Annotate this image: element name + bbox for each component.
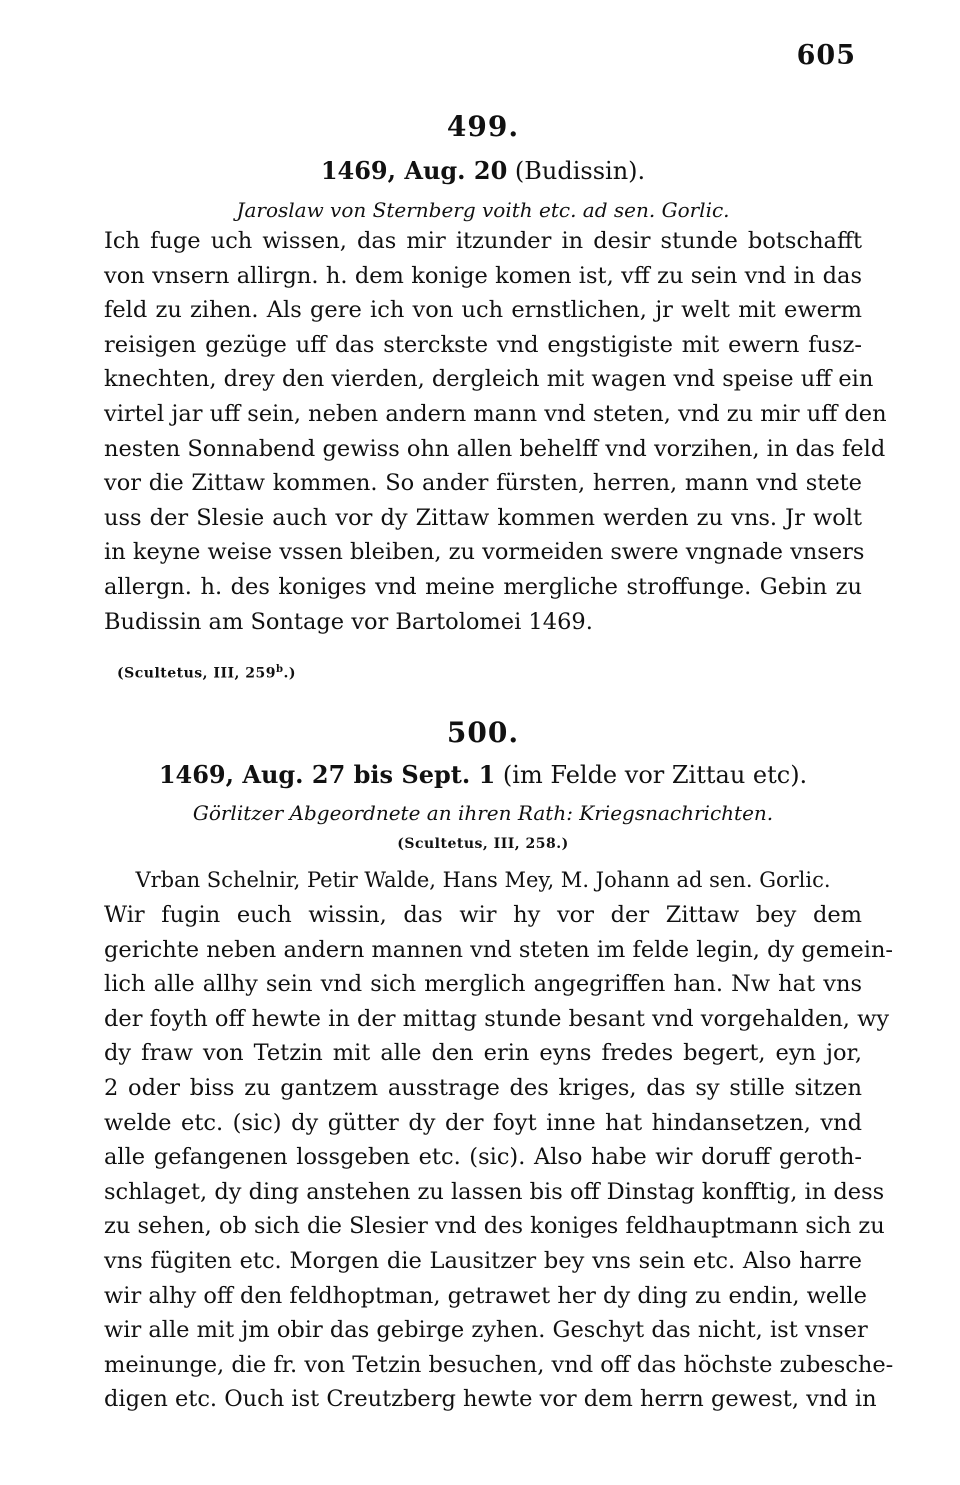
doc499-line-9: uss der Slesie auch vor dy Zittaw kommen werden zu vns. Jr wolt <box>104 504 862 531</box>
doc500-body <box>104 898 894 1417</box>
doc500-line-10: zu sehen, ob sich die Slesier vnd des koniges feldhauptmann sich zu <box>104 1213 885 1240</box>
doc500-line-3: lich alle allhy sein vnd sich merglich angegriffen han. Nw hat vns <box>104 971 862 998</box>
doc499-body <box>104 224 887 639</box>
doc500-date <box>104 760 862 789</box>
doc499-date-prefix: 1469, Aug. 20 <box>320 156 508 185</box>
doc499-line-1: Ich fuge uch wissen, das mir itzunder in desir stunde botschafft <box>104 228 862 254</box>
doc500-number: 500. <box>446 716 520 749</box>
doc500-line-2: gerichte neben andern mannen vnd steten im felde legin, dy gemein- <box>104 936 894 963</box>
doc499-line-11: allergn. h. des koniges vnd meine mergliche stroffunge. Gebin zu <box>104 573 862 600</box>
doc499-source-end: .) <box>283 665 297 682</box>
doc499-heading: Jaroslaw von Sternberg voith etc. ad sen. Gorlic. <box>236 198 730 222</box>
doc499-line-10: in keyne weise vssen bleiben, zu vormeiden swere vngnade vnsers <box>104 539 865 566</box>
doc500-line-13: wir alle mit jm obir das gebirge zyhen. Geschyt das nicht, ist vnser <box>104 1317 868 1344</box>
doc500-senders: Vrban Schelnir, Petir Walde, Hans Mey, M. Johann ad sen. Gorlic. <box>135 868 831 892</box>
doc499-line-6: virtel jar uff sein, neben andern mann vnd steten, vnd zu mir uff den <box>104 400 887 427</box>
doc499-line-5: knechten, drey den vierden, dergleich mit wagen vnd speise uff ein <box>104 366 874 393</box>
doc499-line-8: vor die Zittaw kommen. So ander fürsten, herren, mann vnd stete <box>104 470 862 497</box>
doc499-line-2: von vnsern allirgn. h. dem konige komen ist, vff zu sein vnd in das <box>104 262 862 289</box>
doc500-line-7: welde etc. (sic) dy gütter dy der foyt inne hat hindansetzen, vnd <box>104 1109 862 1136</box>
doc500-line-6: 2 oder biss zu gantzem ausstrage des kriges, das sy stille sitzen <box>104 1074 862 1101</box>
doc500-date-prefix: 1469, Aug. 27 bis Sept. 1 <box>158 760 496 789</box>
doc500-line-9: schlaget, dy ding anstehen zu lassen bis off Dinstag konfftig, in dess <box>104 1178 885 1205</box>
doc499-line-3: feld zu zihen. Als gere ich von uch ernstlichen, jr welt mit ewerm <box>104 297 862 324</box>
doc500-line-11: vns fügiten etc. Morgen die Lausitzer bey vns sein etc. Also harre <box>104 1247 862 1274</box>
page-number: 605 <box>796 40 856 71</box>
doc499-line-12: Budissin am Sontage vor Bartolomei 1469. <box>104 608 593 635</box>
doc500-line-8: alle gefangenen lossgeben etc. (sic). Also habe wir doruff geroth- <box>104 1144 862 1171</box>
doc499-line-7: nesten Sonnabend gewiss ohn allen behelff vnd vorzihen, in das feld <box>104 435 886 462</box>
doc500-line-4: der foyth off hewte in der mittag stunde besant vnd vorgehalden, wy <box>104 1005 890 1032</box>
doc499-date <box>104 156 862 185</box>
doc500-line-1: Wir fugin euch wissin, das wir hy vor der Zittaw bey dem <box>104 902 862 928</box>
doc500-date-place: (im Felde vor Zittau etc). <box>502 761 808 789</box>
doc500-heading: Görlitzer Abgeordnete an ihren Rath: Kriegsnachrichten. <box>192 801 774 825</box>
doc500-line-14: meinunge, die fr. von Tetzin besuchen, vnd off das höchste zubesche- <box>104 1351 894 1378</box>
doc499-number: 499. <box>446 110 520 143</box>
doc499-source <box>117 664 296 682</box>
doc499-line-4: reisigen gezüge uff das sterckste vnd engstigiste mit ewern fusz- <box>104 331 862 358</box>
doc500-source: (Scultetus, III, 258.) <box>397 836 569 852</box>
doc499-source-sup: b <box>276 664 284 675</box>
doc500-line-15: digen etc. Ouch ist Creutzberg hewte vor dem herrn gewest, vnd in <box>104 1386 877 1413</box>
doc500-line-5: dy fraw von Tetzin mit alle den erin eyns fredes begert, eyn jor, <box>104 1040 862 1067</box>
doc499-date-place: (Budissin). <box>514 157 646 185</box>
doc499-source-text: (Scultetus, III, 259 <box>117 665 277 682</box>
doc500-line-12: wir alhy off den feldhoptman, getrawet her dy ding zu endin, welle <box>104 1282 867 1309</box>
